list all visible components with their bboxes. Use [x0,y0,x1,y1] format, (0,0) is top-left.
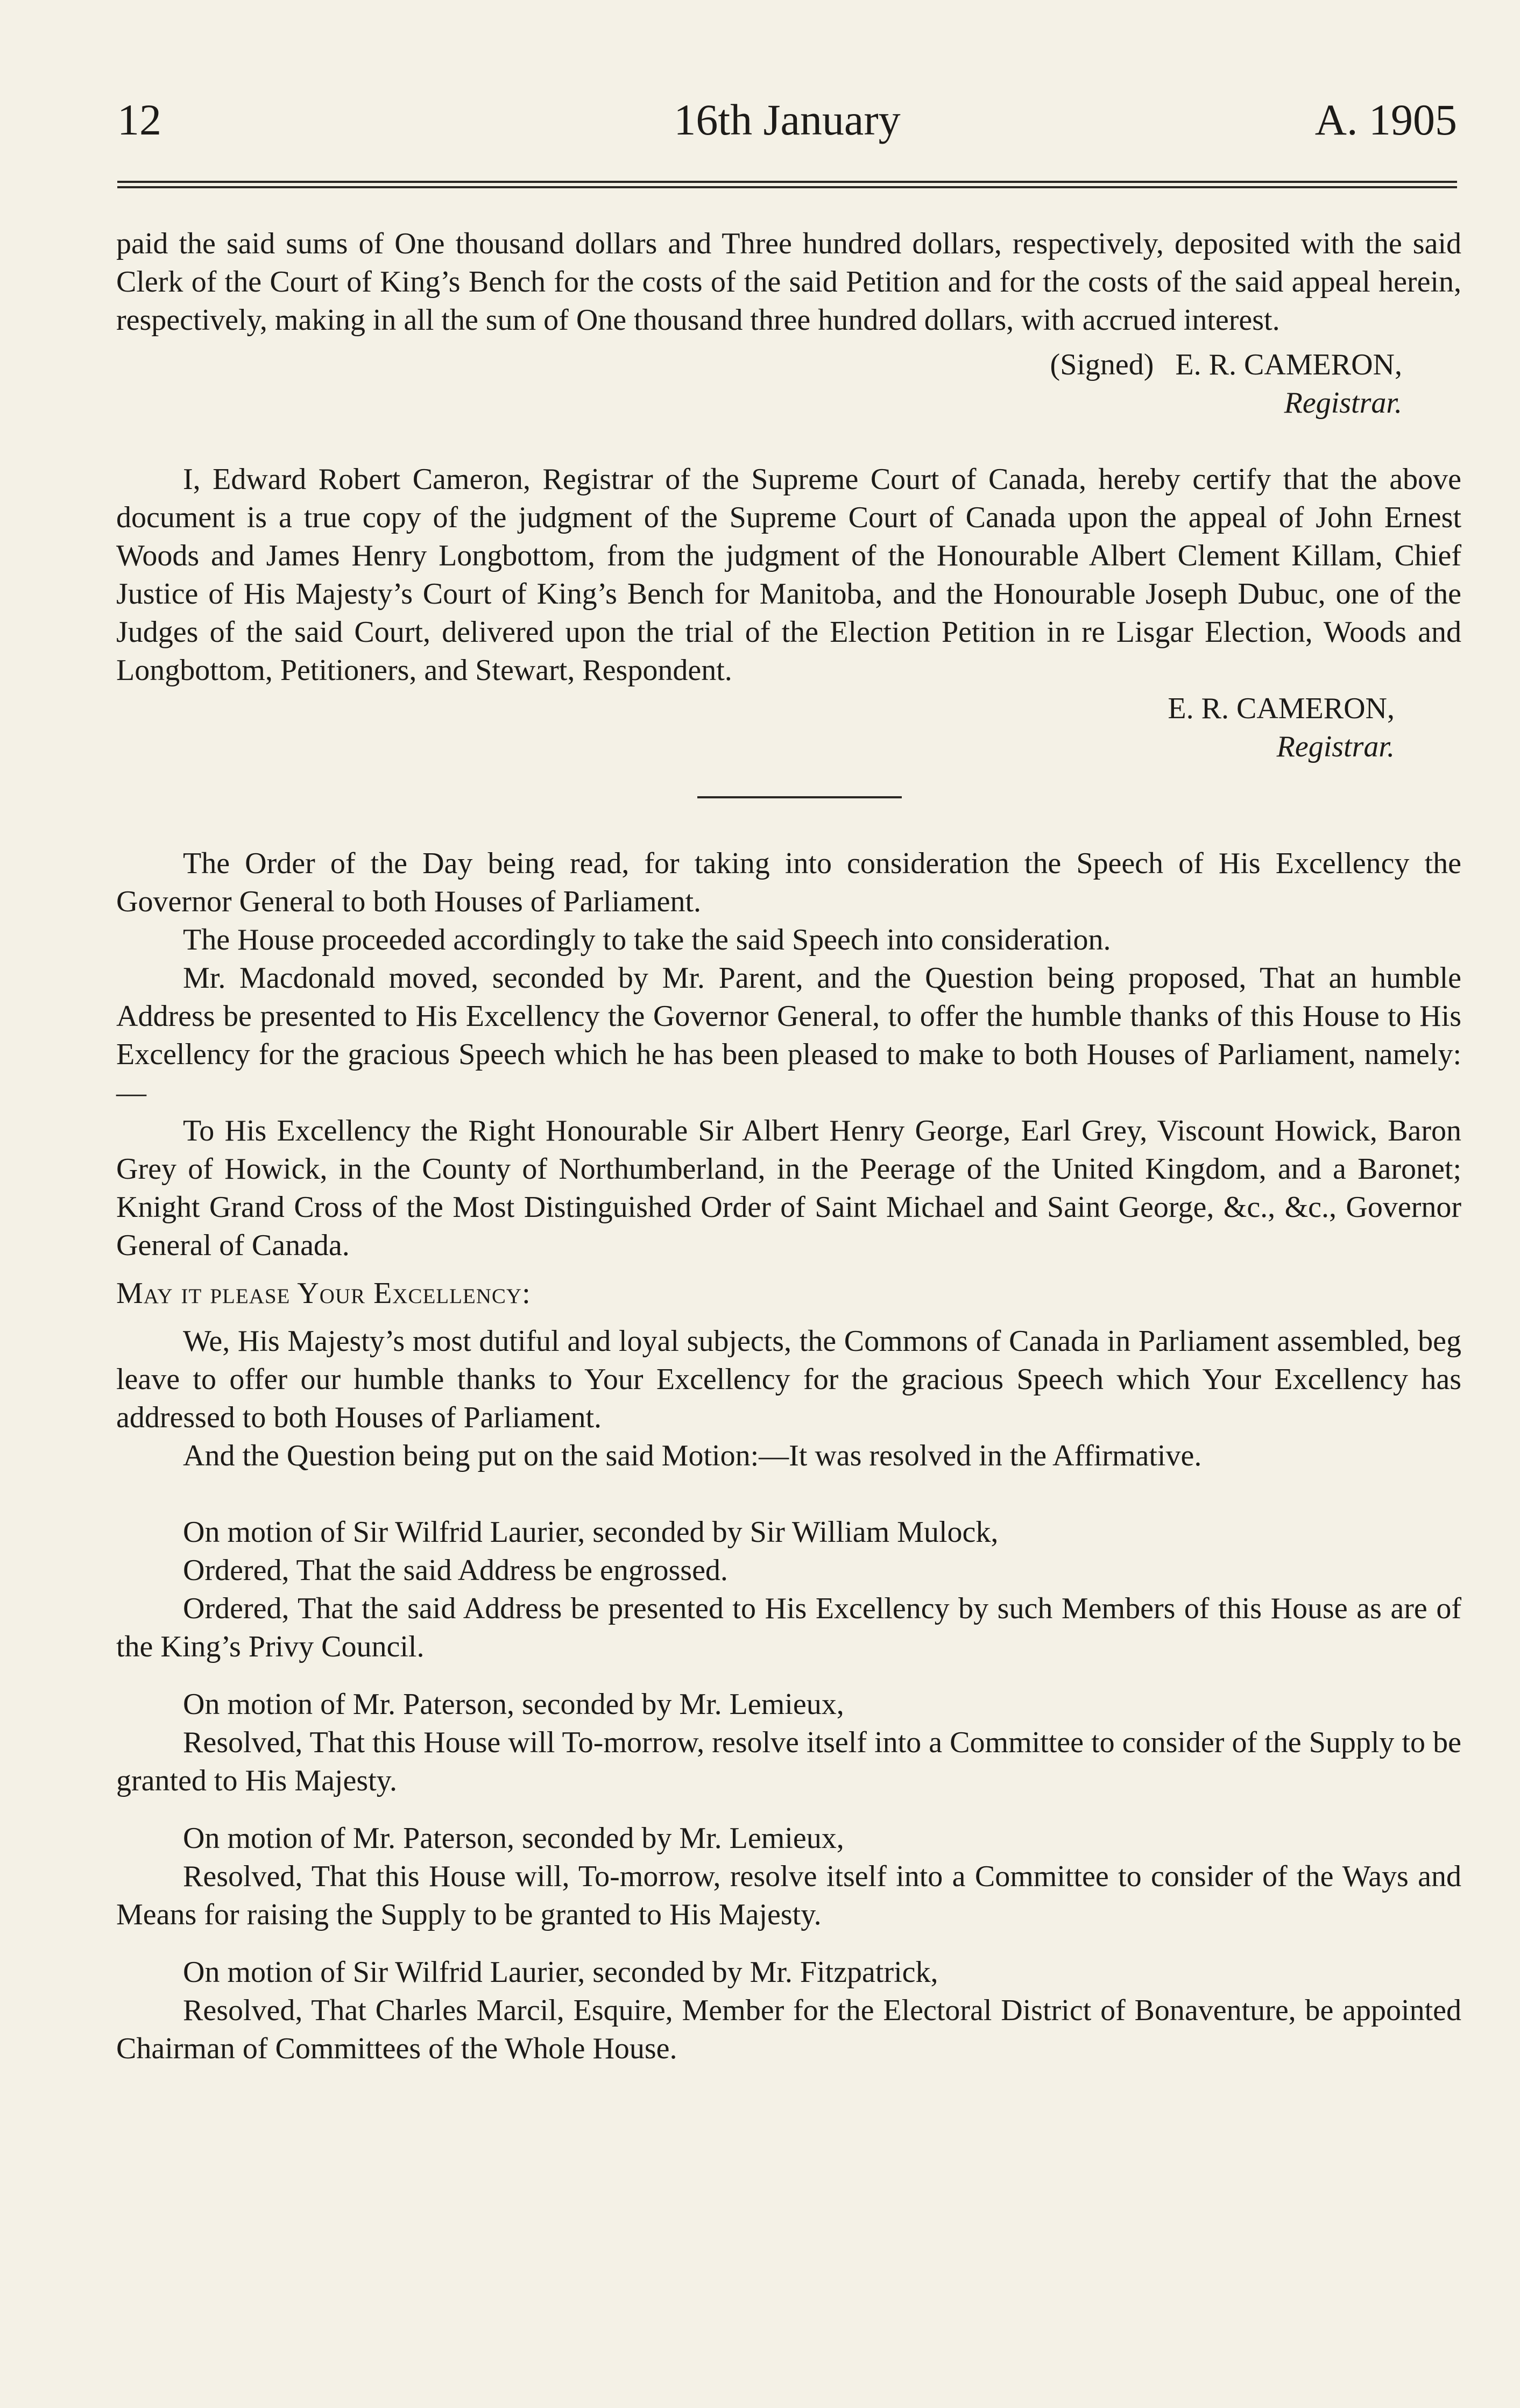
paragraph-resolved-ways-means: Resolved, That this House will, To-morrow, resolve itself into a Committee to consider of the Ways and Means for raising the Supply to be granted to His Majesty. [116,1860,1461,1931]
paragraph-motion-laurier-2: On motion of Sir Wilfrid Laurier, seconded by Mr. Fitzpatrick, [183,1956,938,1989]
paragraph-motion-paterson-2: On motion of Mr. Paterson, seconded by Mr. Lemieux, [183,1822,844,1855]
signature-prefix: (Signed) [1050,348,1154,381]
paragraph-ordered-engrossed: Ordered, That the said Address be engrossed. [183,1554,728,1587]
paragraph-resolved-supply: Resolved, That this House will To-morrow, resolve itself into a Committee to consider of the Supply to be granted to His Majesty. [116,1726,1461,1797]
signature-block-2 [116,690,1461,766]
paragraph-motion-paterson-1: On motion of Mr. Paterson, seconded by Mr. Lemieux, [183,1688,844,1721]
signature-title: Registrar. [1276,730,1395,763]
signature-name: E. R. CAMERON, [1168,692,1395,725]
header-year: A. 1905 [1314,95,1457,144]
paragraph-deposit: paid the said sums of One thousand dollars and Three hundred dollars, respectively, deposited with the said Clerk of the Court of King’s Bench for the costs of the said Petition and for the costs of the said appeal herein, respectively, making in all the sum of One thousand three hundred dollars, with accrued interest. [116,227,1461,337]
paragraph-resolved-affirmative: And the Question being put on the said Motion:—It was resolved in the Affirmative. [183,1439,1202,1472]
paragraph-address-to: To His Excellency the Right Honourable Sir Albert Henry George, Earl Grey, Viscount Howick, Baron Grey of Howick, in the County of Northumberland, in the Peerage of the United Kingdom, and a Baronet; Knight Grand Cross of the Most Distinguished Order of Saint Michael and Saint George, &c., &c., Governor General of Canada. [116,1114,1461,1262]
paragraph-motion-laurier: On motion of Sir Wilfrid Laurier, seconded by Sir William Mulock, [183,1515,999,1549]
header-rule [117,181,1457,188]
paragraph-motion: Mr. Macdonald moved, seconded by Mr. Parent, and the Question being proposed, That an humble Address be presented to His Excellency the Governor General, to offer the humble thanks of this House to His Excellency for the gracious Speech which he has been pleased to make to both Houses of Parliament, namely:— [116,961,1461,1109]
signature-block-1 [116,346,1461,422]
section-divider [697,796,902,798]
paragraph-loyal-subjects: We, His Majesty’s most dutiful and loyal subjects, the Commons of Canada in Parliament assembled, beg leave to offer our humble thanks to Your Excellency for the gracious Speech which Your Excellency has addressed to both Houses of Parliament. [116,1325,1461,1434]
paragraph-certification: I, Edward Robert Cameron, Registrar of the Supreme Court of Canada, hereby certify that the above document is a true copy of the judgment of the Supreme Court of Canada upon the appeal of John Ernest Woods and James Henry Longbottom, from the judgment of the Honourable Albert Clement Killam, Chief Justice of His Majesty’s Court of King’s Bench for Manitoba, and the Honourable Joseph Dubuc, one of the Judges of the said Court, delivered upon the trial of the Election Petition in re Lisgar Election, Woods and Longbottom, Petitioners, and Stewart, Respondent. [116,463,1461,687]
running-header [117,90,1457,150]
header-date: 16th January [674,95,901,144]
signature-title: Registrar. [1284,386,1402,420]
signature-name: E. R. CAMERON, [1175,348,1402,381]
paragraph-ordered-presented: Ordered, That the said Address be presented to His Excellency by such Members of this House as are of the King’s Privy Council. [116,1592,1461,1663]
page-number: 12 [117,95,161,144]
paragraph-resolved-chairman: Resolved, That Charles Marcil, Esquire, Member for the Electoral District of Bonaventure, be appointed Chairman of Committees of the Whole House. [116,1994,1461,2065]
paragraph-order-of-day: The Order of the Day being read, for taking into consideration the Speech of His Excellency the Governor General to both Houses of Parliament. [116,847,1461,918]
signature-line [116,346,1461,384]
paragraph-house-proceeded: The House proceeded accordingly to take the said Speech into consideration. [183,923,1111,957]
body-text [116,225,1461,2068]
salutation: May it please Your Excellency: [116,1277,531,1310]
